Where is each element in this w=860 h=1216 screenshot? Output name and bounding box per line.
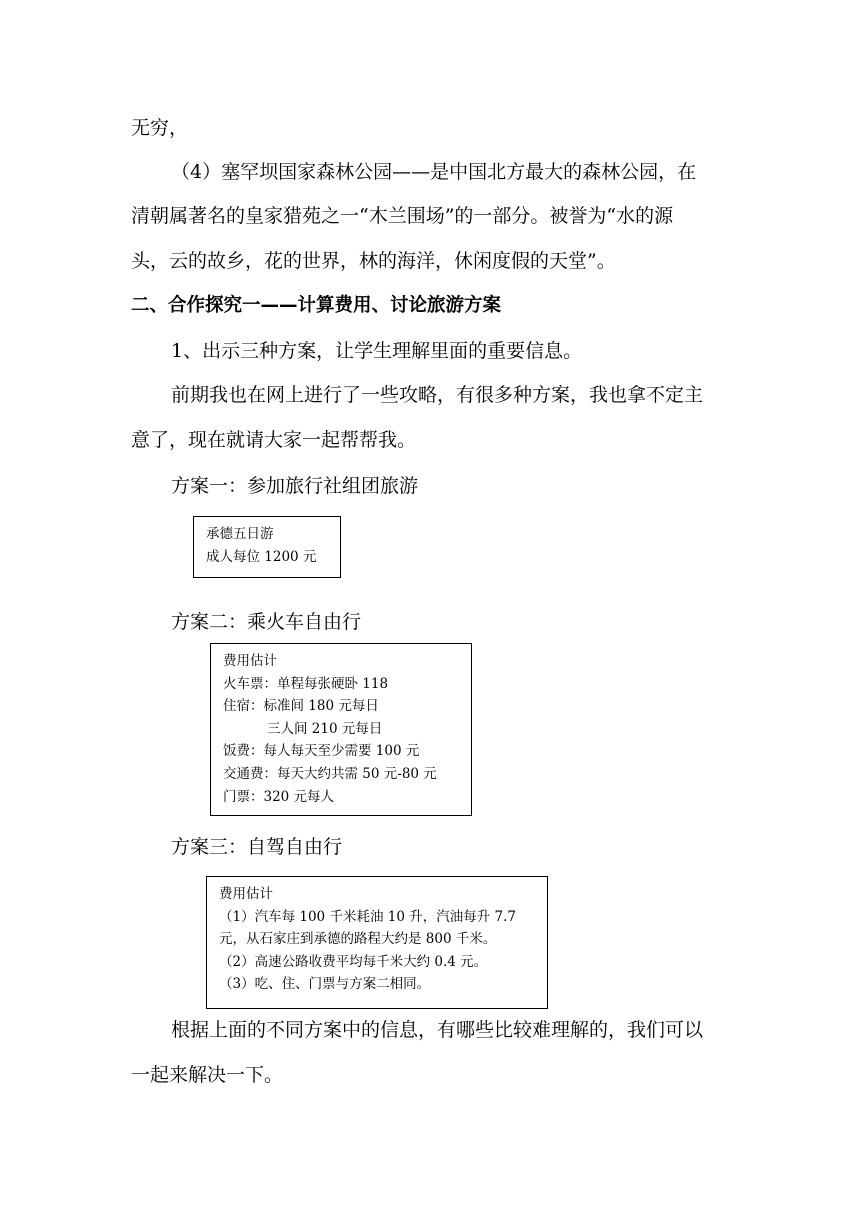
text-line: 头，云的故乡，花的世界，林的海洋，休闲度假的天堂”。 [131,250,616,272]
box-line: 交通费：每天大约共需 50 元-80 元 [223,766,437,782]
box-line: 成人每位 1200 元 [206,549,317,565]
section-heading: 二、合作探究一——计算费用、讨论旅游方案 [131,295,502,316]
text-line: 根据上面的不同方案中的信息，有哪些比较难理解的，我们可以 [171,1019,704,1041]
box-line: 费用估计 [223,653,277,669]
box-line: 住宿：标准间 180 元每日 [223,698,379,714]
text-line: 无穷， [131,117,189,139]
text-line: 意了，现在就请大家一起帮帮我。 [131,429,417,451]
box-line: （2）高速公路收费平均每千米大约 0.4 元。 [219,954,488,970]
text-line: （4）塞罕坝国家森林公园——是中国北方最大的森林公园，在 [171,161,697,183]
box-line: 饭费：每人每天至少需要 100 元 [223,743,420,759]
plan1-box [193,516,341,578]
box-line: 元，从石家庄到承德的路程大约是 800 千米。 [219,931,497,947]
plan2-box [210,643,472,816]
box-line: 承德五日游 [206,526,274,542]
box-line: （3）吃、住、门票与方案二相同。 [219,976,431,992]
text-line: 1、出示三种方案，让学生理解里面的重要信息。 [171,340,583,362]
plan1-title: 方案一：参加旅行社组团旅游 [171,475,419,497]
text-line: 清朝属著名的皇家猎苑之一“木兰围场”的一部分。被誉为“水的源 [131,205,674,227]
text-line: 前期我也在网上进行了一些攻略，有很多种方案，我也拿不定主 [171,384,704,406]
box-line: （1）汽车每 100 千米耗油 10 升，汽油每升 7.7 [219,909,516,925]
box-line: 门票：320 元每人 [223,789,335,805]
text-line: 一起来解决一下。 [131,1064,284,1086]
box-line: 三人间 210 元每日 [267,721,383,737]
box-line: 火车票：单程每张硬卧 118 [223,676,389,692]
plan2-title: 方案二：乘火车自由行 [171,611,362,633]
plan3-box [206,876,548,1009]
box-line: 费用估计 [219,886,273,902]
plan3-title: 方案三：自驾自由行 [171,836,343,858]
